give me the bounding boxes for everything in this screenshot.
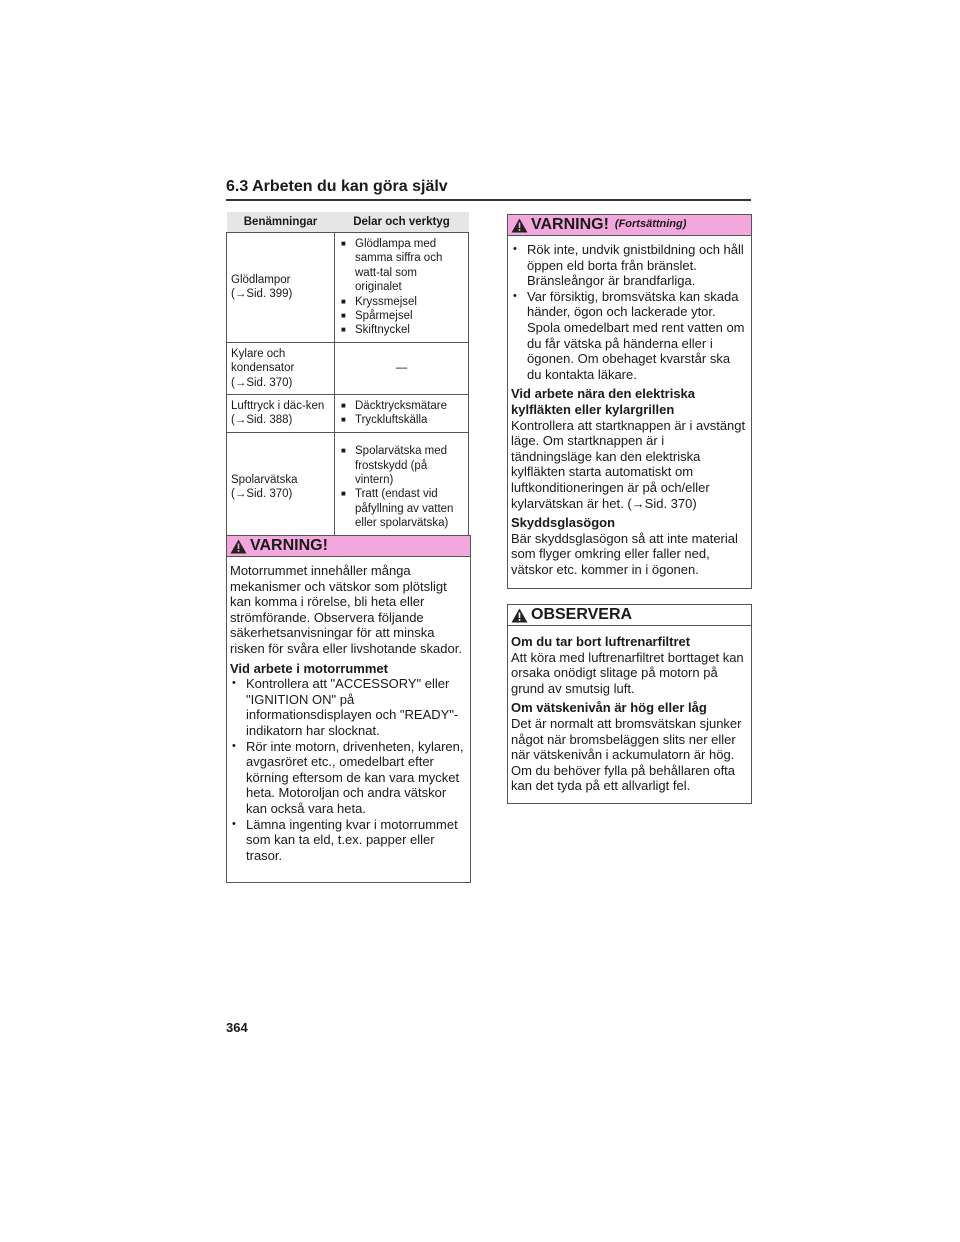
warning-box-right [507, 214, 752, 589]
tool-item: ■ Kryssmejsel [339, 295, 464, 309]
warning-bullet: • Var försiktig, bromsvätska kan skada händer, ögon och lackerade ytor. Spola omedelbart med rent vatten om du får vätska på händerna eller i ögonen. Om obehaget kvarstår ska du kontakta läkare. [511, 289, 748, 383]
notice-subhead: Om du tar bort luftrenarfiltret [511, 634, 691, 649]
table-row [227, 432, 469, 542]
tool-item: ■ Glödlampa med samma siffra och watt-tal som originalet [339, 237, 464, 295]
warning-subtitle: (Fortsättning) [614, 218, 687, 231]
row-name-line: Spolarvätska [231, 473, 298, 486]
warning-bullet: • Kontrollera att "ACCESSORY" eller "IGNITION ON" på informationsdisplayen och "READY"-indikatorn har slocknat. [230, 676, 467, 738]
table-row [227, 395, 469, 433]
notice-paragraph: Det är normalt att bromsvätskan sjunker något när bromsbeläggen slits ner eller när vätskenivån i ackumulatorn är hög. Om du behöver fylla på behållaren ofta kan det tyda på ett allvarligt fel. [511, 715, 742, 794]
warning-body [227, 557, 470, 873]
warning-title: VARNING! [250, 537, 328, 555]
row-name [227, 233, 335, 343]
row-tools [335, 395, 469, 433]
section-divider [226, 199, 751, 201]
warning-header [227, 536, 470, 557]
warning-subhead: Vid arbete nära den elektriska kylfläkten eller kylargrillen [511, 386, 696, 417]
warning-icon [511, 218, 528, 233]
row-name-line: Glödlampor [231, 274, 291, 287]
row-name-ref: (→Sid. 370) [231, 376, 293, 389]
warning-intro: Motorrummet innehåller många mekanismer och vätskor som plötsligt kan komma i rörelse, bli heta eller strömförande. Observera följande säkerhetsanvisningar för att minska risken för svåra eller livshotande skador. [230, 563, 462, 656]
row-name [227, 432, 335, 542]
notice-paragraph: Att köra med luftrenarfiltret borttaget kan orsaka onödigt slitage på motorn på grund av smutsig luft. [511, 649, 744, 696]
warning-subhead: Skyddsglasögon [511, 515, 616, 531]
tool-item: ■ Spolarvätska med frostskydd (på vintern) [339, 444, 464, 487]
warning-header [508, 215, 751, 236]
row-name [227, 342, 335, 394]
warning-box-left [226, 535, 471, 883]
tool-item: ■ Spårmejsel [339, 309, 464, 323]
tool-item: ■ Tryckluftskälla [339, 413, 464, 427]
notice-subhead: Om vätskenivån är hög eller låg [511, 700, 707, 716]
warning-bullet: • Rör inte motorn, drivenheten, kylaren, avgasröret etc., omedelbart efter körning eftersom de kan vara mycket heta. Motoroljan och andra vätskor kan också vara heta. [230, 739, 467, 817]
notice-title: OBSERVERA [531, 606, 633, 624]
warning-subhead: Vid arbete i motorrummet [230, 660, 388, 676]
warning-bullet: • Rök inte, undvik gnistbildning och håll öppen eld borta från bränslet. Bränsleångor är brandfarliga. [511, 242, 748, 289]
caution-icon [511, 608, 528, 623]
row-name-line: Kylare och kondensator [231, 347, 295, 375]
row-tools [335, 432, 469, 542]
warning-body [508, 236, 751, 587]
warning-paragraph: Bär skyddsglasögon så att inte material som flyger omkring eller faller ned, vätskor etc. kommer in i ögonen. [511, 530, 738, 577]
table-row [227, 233, 469, 343]
row-name-ref: (→Sid. 370) [231, 488, 293, 501]
row-name-ref: (→Sid. 399) [231, 288, 293, 301]
notice-header [508, 605, 751, 626]
tool-item: ■ Skiftnyckel [339, 323, 464, 337]
warning-icon [230, 539, 247, 554]
tool-item: ■ Däcktrycksmätare [339, 399, 464, 413]
row-tools: — [335, 342, 469, 394]
row-tools [335, 233, 469, 343]
row-name: Lufttryck i däc-ken (→Sid. 388) [227, 395, 335, 433]
notice-body [508, 626, 751, 804]
warning-bullet: • Lämna ingenting kvar i motorrummet som kan ta eld, t.ex. papper eller trasor. [230, 817, 467, 864]
parts-table [226, 212, 469, 543]
table-header-tools: Delar och verktyg [335, 212, 469, 233]
table-row [227, 342, 469, 394]
page-number: 364 [226, 1020, 248, 1035]
warning-title: VARNING! [531, 216, 609, 234]
table-header-names: Benämningar [227, 212, 335, 233]
notice-box [507, 604, 752, 804]
section-title: 6.3 Arbeten du kan göra själv [226, 178, 448, 195]
tool-item: ■ Tratt (endast vid påfyllning av vatten eller spolarvätska) [339, 487, 464, 530]
warning-paragraph: Kontrollera att startknappen är i avstängt läge. Om startknappen är i tändningsläge kan den elektriska kylfläkten starta automatiskt om luftkonditioneringen är på och/eller kylarvätskan är het. (→Sid. 370) [511, 417, 746, 511]
